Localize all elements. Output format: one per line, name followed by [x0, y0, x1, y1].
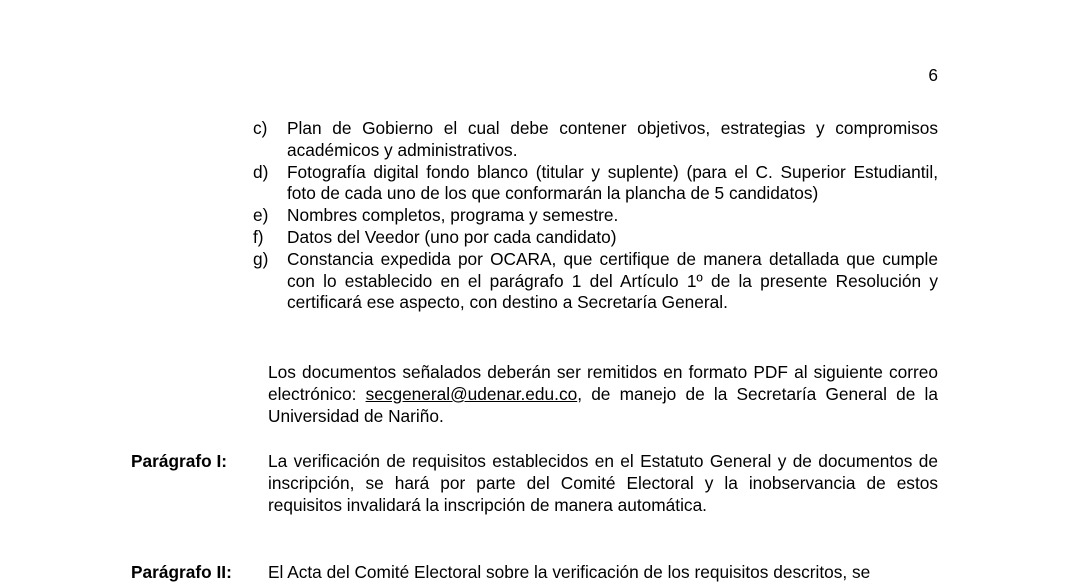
list-item — [253, 205, 938, 227]
list-item — [253, 162, 938, 206]
requirements-list — [253, 118, 938, 314]
submission-note — [268, 362, 938, 427]
list-item-text: Nombres completos, programa y semestre. — [287, 205, 619, 226]
list-item — [253, 118, 938, 162]
note-text-after: , de manejo de la Secretaría General de la Universidad de Nariño. — [268, 383, 938, 426]
list-item-letter: e) — [253, 205, 269, 226]
list-item-letter: f) — [253, 226, 264, 247]
list-item-text: Fotografía digital fondo blanco (titular y suplente) (para el C. Superior Estudiantil, foto de cada uno de los que conformarán la plancha de 5 candidatos) — [287, 161, 938, 204]
list-item-text: Constancia expedida por OCARA, que certifique de manera detallada que cumple con lo establecido en el parágrafo 1 del Artículo 1º de la presente Resolución y certificará ese aspecto, con destino a Secretaría General. — [287, 248, 938, 313]
paragraph-1-label: Parágrafo I: — [131, 451, 228, 471]
page-number: 6 — [928, 65, 938, 85]
list-item-text: Datos del Veedor (uno por cada candidato) — [287, 226, 617, 247]
email-link[interactable]: secgeneral@udenar.edu.co — [365, 383, 578, 404]
note-text-before: Los documentos señalados deberán ser remitidos en formato PDF al siguiente correo electrónico: — [268, 362, 938, 404]
list-item-text: Plan de Gobierno el cual debe contener objetivos, estrategias y compromisos académicos y administrativos. — [287, 118, 938, 160]
paragraph-2-text: El Acta del Comité Electoral sobre la verificación de los requisitos descritos, se — [268, 562, 871, 582]
list-item — [253, 249, 938, 314]
list-item — [253, 227, 938, 249]
list-item-letter: c) — [253, 118, 268, 138]
list-item-letter: g) — [253, 248, 269, 269]
paragraph-1-text: La verificación de requisitos establecidos en el Estatuto General y de documentos de inscripción, se hará por parte del Comité Electoral y la inobservancia de estos requisitos invalidará la inscripción de manera automática. — [268, 451, 938, 515]
list-item-letter: d) — [253, 161, 269, 182]
paragraph-2-label: Parágrafo II: — [131, 562, 232, 582]
